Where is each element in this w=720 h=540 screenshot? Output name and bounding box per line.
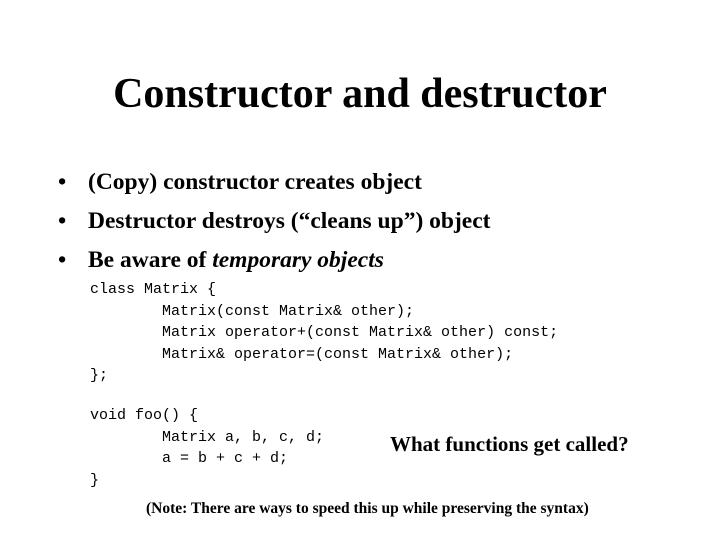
code-line: Matrix a, b, c, d; — [90, 428, 325, 446]
bullet-text: Be aware of — [88, 247, 213, 273]
code-line: Matrix operator+(const Matrix& other) const; — [90, 324, 559, 341]
question-text: What functions get called? — [390, 432, 629, 456]
matrix-class-code — [90, 279, 558, 387]
code-line: void foo() { — [90, 407, 199, 424]
foo-function-code — [90, 405, 324, 491]
code-line: a = b + c + d; — [90, 450, 289, 467]
bullet-item — [58, 202, 490, 241]
code-line: class Matrix { — [90, 281, 217, 298]
bullet-emphasis: temporary objects — [212, 247, 384, 273]
bullet-item — [58, 163, 490, 202]
code-line: } — [90, 471, 100, 489]
bullet-text: Destructor destroys (“cleans up”) object — [88, 208, 491, 234]
code-line: Matrix(const Matrix& other); — [90, 302, 415, 320]
code-line: Matrix& operator=(const Matrix& other); — [90, 345, 514, 363]
code-line: }; — [90, 367, 109, 384]
bullet-item — [58, 241, 490, 280]
bullet-dot-icon: • — [58, 169, 67, 195]
slide-title: Constructor and destructor — [113, 71, 607, 117]
footnote: (Note: There are ways to speed this up while preserving the syntax) — [146, 500, 589, 517]
bullet-dot-icon: • — [58, 247, 67, 273]
bullet-dot-icon: • — [58, 208, 67, 234]
bullet-list — [58, 163, 490, 280]
bullet-text: (Copy) constructor creates object — [88, 169, 422, 195]
